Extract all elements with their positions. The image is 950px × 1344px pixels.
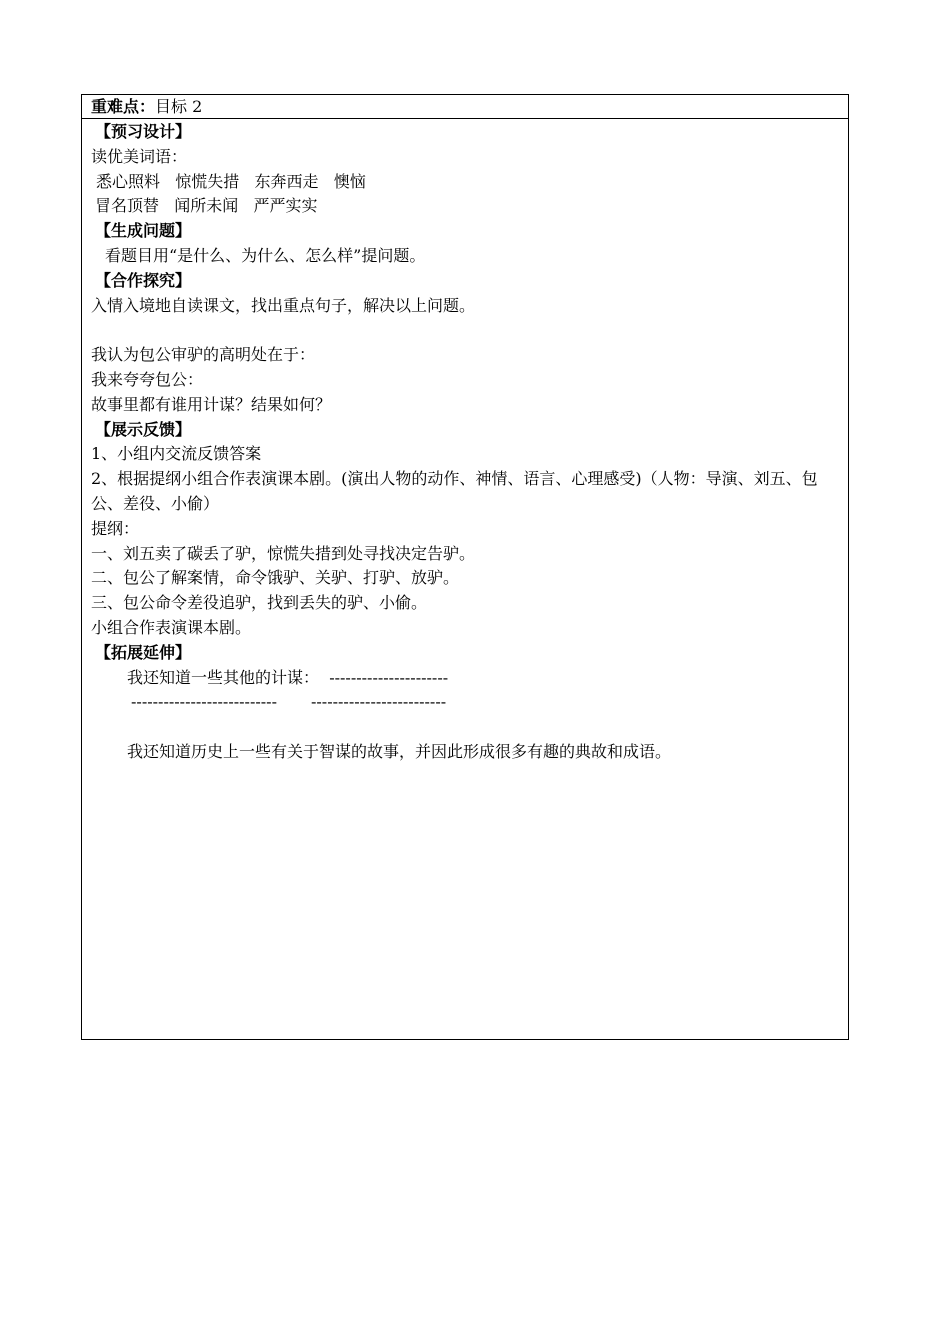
content-cell xyxy=(82,119,848,765)
extension-line-1 xyxy=(91,666,842,691)
feedback-item-1: 1、小组内交流反馈答案 xyxy=(91,444,262,464)
extension-line-2 xyxy=(91,690,842,715)
spacer xyxy=(91,715,842,740)
feedback-title: 【展示反馈】 xyxy=(95,419,192,439)
answer-blank-2: --------------------------- xyxy=(131,692,277,712)
explore-question-3: 故事里都有谁用计谋？结果如何？ xyxy=(91,394,332,414)
preview-words-line1: 悉心照料 惊慌失措 东奔西走 懊恼 xyxy=(96,171,366,191)
header-value: 目标 2 xyxy=(155,97,203,116)
preview-intro: 读优美词语： xyxy=(91,146,188,166)
header-row xyxy=(82,95,848,119)
answer-blank-3: ------------------------- xyxy=(310,692,447,712)
extension-text-1: 我还知道一些其他的计谋： xyxy=(127,667,320,687)
feedback-closing: 小组合作表演课本剧。 xyxy=(91,617,252,637)
extension-text-2: 我还知道历史上一些有关于智谋的故事，并因此形成很多有趣的典故和成语。 xyxy=(127,741,672,761)
explore-question-1: 我认为包公审驴的高明处在于： xyxy=(91,345,316,365)
answer-blank-1: ---------------------- xyxy=(329,667,449,687)
extension-title: 【拓展延伸】 xyxy=(95,642,192,662)
spacer xyxy=(91,318,842,343)
questions-text: 看题目用“是什么、为什么、怎么样”提问题。 xyxy=(105,245,426,265)
explore-text: 入情入境地自读课文，找出重点句子，解决以上问题。 xyxy=(91,295,476,315)
worksheet-table xyxy=(81,94,849,1040)
header-label: 重难点： xyxy=(91,97,156,116)
outline-item-1: 一、刘五卖了碳丢了驴，惊慌失措到处寻找决定告驴。 xyxy=(91,543,476,563)
preview-title: 【预习设计】 xyxy=(95,122,192,141)
preview-words-line2: 冒名顶替 闻所未闻 严严实实 xyxy=(95,196,318,216)
outline-label: 提纲： xyxy=(91,518,140,538)
feedback-item-2: 2、根据提纲小组合作表演课本剧。(演出人物的动作、神情、语言、心理感受)（人物：导演、刘五、包公、差役、小偷） xyxy=(91,469,818,513)
questions-title: 【生成问题】 xyxy=(95,221,192,241)
explore-title: 【合作探究】 xyxy=(95,270,192,290)
outline-item-2: 二、包公了解案情，命令饿驴、关驴、打驴、放驴。 xyxy=(91,568,460,588)
explore-question-2: 我来夸夸包公： xyxy=(91,369,204,389)
outline-item-3: 三、包公命令差役追驴，找到丢失的驴、小偷。 xyxy=(91,593,428,613)
